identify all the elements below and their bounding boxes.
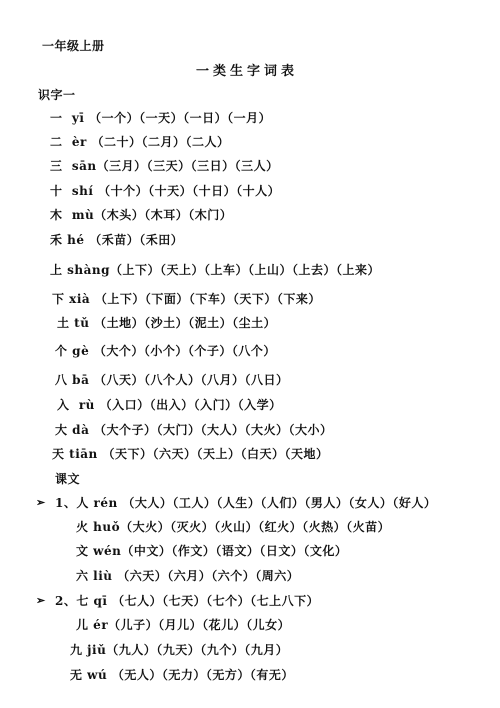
bullet-icon: ➢: [36, 594, 46, 607]
word-line: 文 wén（中文）（作文）（语文）（日文）（文化）: [76, 544, 348, 558]
word-line: 二 èr （二十）（二月）（二人）: [50, 135, 230, 149]
word-line: 大 dà （大个子）（大门）（大人）（大火）（大小）: [55, 423, 333, 437]
bullet-icon: ➢: [36, 496, 46, 509]
word-line: 火 huǒ（大火）（灭火）（火山）（红火）（火热）（火苗）: [76, 520, 391, 534]
section-heading-shizi: 识字一: [38, 88, 76, 102]
word-line: 天 tiān （天下）（六天）（天上）（白天）（天地）: [52, 447, 329, 461]
word-line: 下 xià （上下）（下面）（下车）（天下）（下来）: [52, 292, 321, 306]
word-line: 土 tǔ （土地）（沙土）（泥土）（尘土）: [57, 316, 277, 330]
word-line: 一 yī （一个）（一天）（一日）（一月）: [50, 111, 272, 125]
word-line: 无 wú （无人）（无力）（无方）（有无）: [70, 668, 294, 682]
lesson-line: 2、七 qī （七人）（七天）（七个）（七上八下）: [55, 594, 320, 608]
word-line: 九 jiǔ（九人）（九天）（九个）（九月）: [70, 643, 289, 657]
lesson-line: 1、人 rén （大人）（工人）（人生）（人们）（男人）（女人）（好人）: [55, 496, 437, 510]
page-title: 一类生字词表: [196, 64, 299, 79]
page-header: 一年级上册: [42, 39, 105, 53]
word-line: 上 shàng（上下）（天上）（上车）（上山）（上去）（上来）: [50, 263, 381, 277]
word-line: 八 bā （八天）（八个人）（八月）（八日）: [55, 373, 289, 387]
word-line: 禾 hé （禾苗）（禾田）: [50, 233, 184, 247]
word-line: 入 rù （入口）（出入）（入门）（入学）: [57, 398, 282, 412]
word-line: 六 liù （六天）（六月）（六个）（周六）: [76, 569, 300, 583]
word-line: 三 sān（三月）（三天）（三日）（三人）: [50, 159, 279, 173]
word-line: 木 mù（木头）（木耳）（木门）: [50, 208, 233, 222]
word-line: 十 shí （十个）（十天）（十日）（十人）: [50, 184, 281, 198]
section-heading-kewen: 课文: [55, 472, 81, 486]
word-line: 个 gè （大个）（小个）（个子）（八个）: [55, 344, 276, 358]
word-line: 儿 ér（儿子）（月儿）（花儿）（儿女）: [76, 618, 291, 632]
